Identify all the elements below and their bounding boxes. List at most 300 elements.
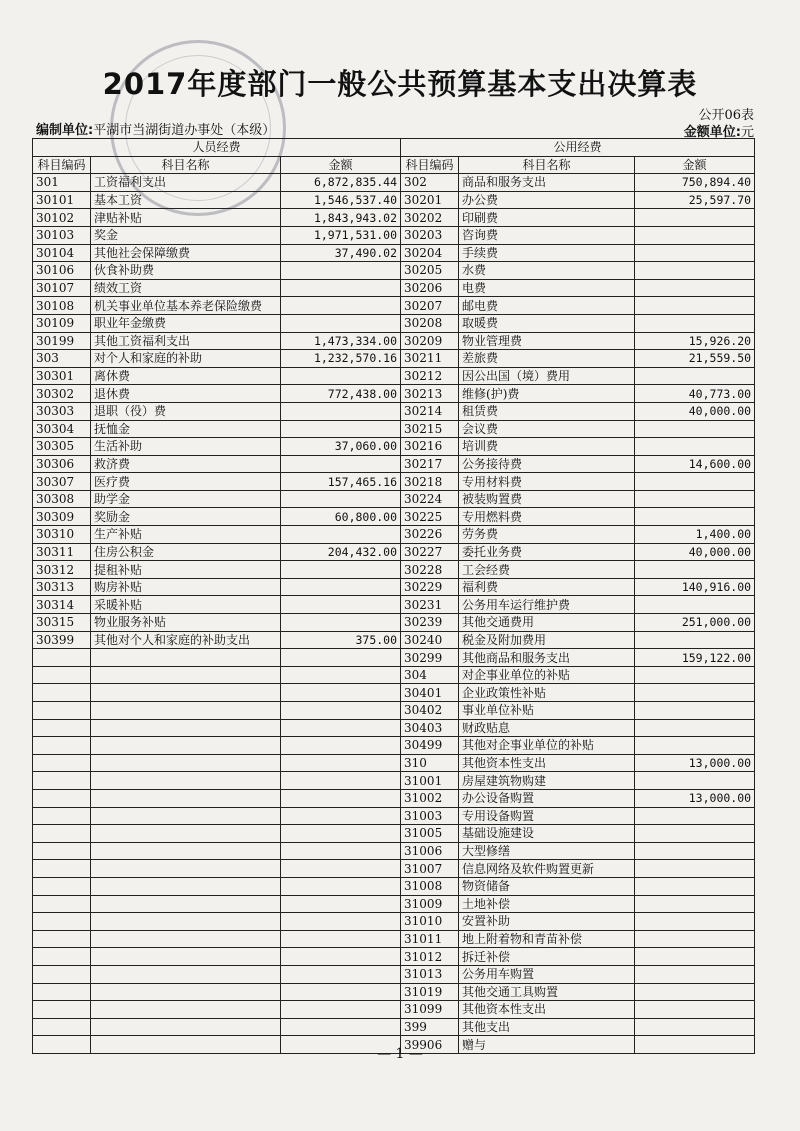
left-name-cell: 救济费 (91, 455, 281, 473)
right-code-cell: 30226 (401, 526, 459, 544)
right-name-cell: 商品和服务支出 (459, 174, 635, 192)
table-row (33, 226, 755, 244)
left-code-cell (33, 948, 91, 966)
left-amount-cell (281, 719, 401, 737)
right-name-cell: 租赁费 (459, 402, 635, 420)
right-name-cell: 赠与 (459, 1036, 635, 1054)
table-row (33, 350, 755, 368)
left-code-cell: 30102 (33, 209, 91, 227)
left-name-cell: 生活补助 (91, 438, 281, 456)
right-amount-cell: 251,000.00 (635, 614, 755, 632)
left-code-cell: 30104 (33, 244, 91, 262)
left-amount-cell: 375.00 (281, 631, 401, 649)
left-amount-cell: 37,060.00 (281, 438, 401, 456)
left-code-cell: 301 (33, 174, 91, 192)
left-amount-cell: 772,438.00 (281, 385, 401, 403)
left-code-cell (33, 702, 91, 720)
right-name-cell: 对企事业单位的补贴 (459, 666, 635, 684)
right-code-cell: 31010 (401, 913, 459, 931)
left-amount-cell (281, 314, 401, 332)
right-amount-cell (635, 895, 755, 913)
right-code-cell: 30211 (401, 350, 459, 368)
table-row (33, 860, 755, 878)
table-row (33, 913, 755, 931)
right-name-cell: 财政贴息 (459, 719, 635, 737)
left-name-cell: 绩效工资 (91, 279, 281, 297)
right-amount-cell (635, 877, 755, 895)
right-code-cell: 30205 (401, 262, 459, 280)
table-row (33, 174, 755, 192)
left-code-cell (33, 666, 91, 684)
left-amount-cell (281, 860, 401, 878)
table-row (33, 825, 755, 843)
right-name-cell: 税金及附加费用 (459, 631, 635, 649)
left-amount-cell (281, 930, 401, 948)
left-code-cell: 30399 (33, 631, 91, 649)
right-code-cell: 30215 (401, 420, 459, 438)
left-amount-cell: 1,843,943.02 (281, 209, 401, 227)
right-amount-cell (635, 702, 755, 720)
left-name-cell (91, 877, 281, 895)
left-amount-cell (281, 666, 401, 684)
left-amount-header: 金额 (281, 156, 401, 174)
table-row (33, 438, 755, 456)
table-row (33, 842, 755, 860)
left-amount-cell (281, 420, 401, 438)
right-amount-cell (635, 490, 755, 508)
right-amount-cell: 13,000.00 (635, 789, 755, 807)
right-amount-cell: 1,400.00 (635, 526, 755, 544)
left-code-cell: 30301 (33, 367, 91, 385)
right-code-cell: 30227 (401, 543, 459, 561)
right-name-cell: 咨询费 (459, 226, 635, 244)
left-amount-cell (281, 297, 401, 315)
expenditure-table (32, 138, 755, 1054)
right-code-cell: 31002 (401, 789, 459, 807)
left-code-cell: 30109 (33, 314, 91, 332)
right-code-cell: 31019 (401, 983, 459, 1001)
table-row (33, 262, 755, 280)
left-amount-cell: 1,232,570.16 (281, 350, 401, 368)
left-code-cell (33, 930, 91, 948)
left-code-cell: 30312 (33, 561, 91, 579)
table-row (33, 490, 755, 508)
right-amount-cell (635, 279, 755, 297)
right-code-cell: 31001 (401, 772, 459, 790)
table-row (33, 332, 755, 350)
right-name-cell: 其他支出 (459, 1018, 635, 1036)
right-name-cell: 房屋建筑物购建 (459, 772, 635, 790)
right-name-cell: 事业单位补贴 (459, 702, 635, 720)
right-code-cell: 31012 (401, 948, 459, 966)
public-header: 公用经费 (401, 139, 755, 157)
left-name-cell (91, 789, 281, 807)
left-amount-cell: 1,546,537.40 (281, 191, 401, 209)
left-name-cell (91, 737, 281, 755)
right-code-cell: 30212 (401, 367, 459, 385)
left-amount-cell (281, 983, 401, 1001)
right-name-cell: 地上附着物和青苗补偿 (459, 930, 635, 948)
left-name-cell: 医疗费 (91, 473, 281, 491)
right-code-cell: 30202 (401, 209, 459, 227)
left-amount-cell: 1,971,531.00 (281, 226, 401, 244)
right-name-cell: 专用材料费 (459, 473, 635, 491)
left-code-cell (33, 983, 91, 1001)
left-code-cell: 30305 (33, 438, 91, 456)
left-name-cell: 伙食补助费 (91, 262, 281, 280)
left-code-cell (33, 1001, 91, 1019)
right-amount-cell (635, 913, 755, 931)
left-amount-cell (281, 1018, 401, 1036)
right-amount-cell (635, 209, 755, 227)
left-amount-cell (281, 913, 401, 931)
table-row (33, 737, 755, 755)
left-code-cell: 30302 (33, 385, 91, 403)
right-name-cell: 被装购置费 (459, 490, 635, 508)
left-name-cell (91, 772, 281, 790)
right-amount-header: 金额 (635, 156, 755, 174)
unit-value: 元 (740, 125, 754, 140)
left-name-cell: 物业服务补贴 (91, 614, 281, 632)
right-name-cell: 其他对企事业单位的补贴 (459, 737, 635, 755)
left-name-cell: 基本工资 (91, 191, 281, 209)
right-code-cell: 310 (401, 754, 459, 772)
right-name-cell: 物资储备 (459, 877, 635, 895)
table-row (33, 209, 755, 227)
left-amount-cell (281, 526, 401, 544)
right-amount-cell (635, 825, 755, 843)
left-amount-cell (281, 614, 401, 632)
right-amount-cell (635, 631, 755, 649)
table-row (33, 385, 755, 403)
right-code-cell: 30216 (401, 438, 459, 456)
right-amount-cell (635, 666, 755, 684)
table-row (33, 596, 755, 614)
left-amount-cell (281, 262, 401, 280)
table-row (33, 965, 755, 983)
left-name-cell (91, 1001, 281, 1019)
left-name-cell: 离休费 (91, 367, 281, 385)
right-amount-cell: 140,916.00 (635, 578, 755, 596)
left-amount-cell: 157,465.16 (281, 473, 401, 491)
right-amount-cell (635, 772, 755, 790)
table-row (33, 649, 755, 667)
left-amount-cell (281, 684, 401, 702)
table-row (33, 614, 755, 632)
table-row (33, 930, 755, 948)
right-code-cell: 30214 (401, 402, 459, 420)
right-amount-cell: 40,000.00 (635, 543, 755, 561)
right-amount-cell (635, 1001, 755, 1019)
right-code-cell: 30206 (401, 279, 459, 297)
left-amount-cell (281, 754, 401, 772)
right-code-cell: 30402 (401, 702, 459, 720)
left-amount-cell (281, 825, 401, 843)
right-code-cell: 39906 (401, 1036, 459, 1054)
right-name-cell: 专用燃料费 (459, 508, 635, 526)
left-code-cell: 30313 (33, 578, 91, 596)
left-name-cell: 抚恤金 (91, 420, 281, 438)
left-name-cell: 退休费 (91, 385, 281, 403)
table-row (33, 702, 755, 720)
left-amount-cell (281, 965, 401, 983)
left-code-cell (33, 825, 91, 843)
right-code-cell: 30201 (401, 191, 459, 209)
table-row (33, 297, 755, 315)
right-amount-cell (635, 420, 755, 438)
right-amount-cell: 40,000.00 (635, 402, 755, 420)
form-code: 公开06表 (698, 108, 754, 123)
table-row (33, 666, 755, 684)
group-header-row (33, 139, 755, 157)
left-code-cell (33, 789, 91, 807)
right-name-cell: 办公费 (459, 191, 635, 209)
left-amount-cell (281, 789, 401, 807)
right-name-cell: 公务用车购置 (459, 965, 635, 983)
left-code-cell (33, 895, 91, 913)
table-row (33, 543, 755, 561)
right-amount-cell (635, 297, 755, 315)
right-amount-cell (635, 1018, 755, 1036)
left-amount-cell (281, 842, 401, 860)
right-amount-cell: 40,773.00 (635, 385, 755, 403)
table-row (33, 508, 755, 526)
left-amount-cell: 60,800.00 (281, 508, 401, 526)
right-name-cell: 公务用车运行维护费 (459, 596, 635, 614)
right-name-cell: 维修(护)费 (459, 385, 635, 403)
right-name-cell: 电费 (459, 279, 635, 297)
right-amount-cell (635, 948, 755, 966)
left-name-cell: 其他工资福利支出 (91, 332, 281, 350)
right-amount-cell: 159,122.00 (635, 649, 755, 667)
page-title: 2017年度部门一般公共预算基本支出决算表 (102, 67, 698, 101)
left-amount-cell: 37,490.02 (281, 244, 401, 262)
left-name-cell (91, 860, 281, 878)
right-amount-cell (635, 314, 755, 332)
left-code-cell: 30304 (33, 420, 91, 438)
table-row (33, 948, 755, 966)
right-name-cell: 劳务费 (459, 526, 635, 544)
left-code-cell (33, 649, 91, 667)
table-row (33, 244, 755, 262)
left-amount-cell (281, 490, 401, 508)
left-code-cell: 30107 (33, 279, 91, 297)
left-code-cell (33, 1018, 91, 1036)
left-name-cell: 职业年金缴费 (91, 314, 281, 332)
right-code-cell: 30403 (401, 719, 459, 737)
right-code-cell: 30224 (401, 490, 459, 508)
left-name-cell: 生产补贴 (91, 526, 281, 544)
org-label: 编制单位: (36, 123, 94, 138)
unit-label: 金额单位: (683, 125, 741, 140)
right-amount-cell (635, 508, 755, 526)
right-name-cell: 安置补助 (459, 913, 635, 931)
left-name-cell (91, 666, 281, 684)
right-name-cell: 其他交通工具购置 (459, 983, 635, 1001)
left-amount-cell (281, 895, 401, 913)
left-name-cell (91, 930, 281, 948)
left-name-cell: 购房补贴 (91, 578, 281, 596)
right-amount-cell (635, 367, 755, 385)
left-amount-cell (281, 772, 401, 790)
table-body (33, 174, 755, 1054)
table-row (33, 402, 755, 420)
right-amount-cell (635, 596, 755, 614)
table-row (33, 719, 755, 737)
right-name-cell: 土地补偿 (459, 895, 635, 913)
personnel-header: 人员经费 (33, 139, 401, 157)
right-name-cell: 公务接待费 (459, 455, 635, 473)
left-name-cell: 奖励金 (91, 508, 281, 526)
left-amount-cell (281, 578, 401, 596)
table-row (33, 877, 755, 895)
table-row (33, 1001, 755, 1019)
table-row (33, 754, 755, 772)
right-amount-cell (635, 930, 755, 948)
right-name-cell: 因公出国（境）费用 (459, 367, 635, 385)
table-row (33, 279, 755, 297)
table-row (33, 191, 755, 209)
right-name-cell: 信息网络及软件购置更新 (459, 860, 635, 878)
left-name-cell (91, 842, 281, 860)
left-code-cell (33, 877, 91, 895)
left-name-cell: 津贴补贴 (91, 209, 281, 227)
left-code-cell (33, 719, 91, 737)
right-code-cell: 304 (401, 666, 459, 684)
left-amount-cell (281, 561, 401, 579)
right-name-cell: 邮电费 (459, 297, 635, 315)
left-code-cell: 30106 (33, 262, 91, 280)
left-code-cell (33, 842, 91, 860)
right-name-cell: 大型修缮 (459, 842, 635, 860)
right-code-cell: 30204 (401, 244, 459, 262)
right-code-cell: 30209 (401, 332, 459, 350)
left-name-cell (91, 825, 281, 843)
right-name-header: 科目名称 (459, 156, 635, 174)
right-name-cell: 委托业务费 (459, 543, 635, 561)
left-name-cell: 其他社会保障缴费 (91, 244, 281, 262)
left-code-cell: 30307 (33, 473, 91, 491)
left-code-header: 科目编码 (33, 156, 91, 174)
right-amount-cell (635, 226, 755, 244)
table-row (33, 983, 755, 1001)
right-name-cell: 培训费 (459, 438, 635, 456)
left-name-cell (91, 754, 281, 772)
left-amount-cell (281, 596, 401, 614)
right-code-cell: 30228 (401, 561, 459, 579)
right-name-cell: 水费 (459, 262, 635, 280)
right-amount-cell (635, 983, 755, 1001)
right-name-cell: 专用设备购置 (459, 807, 635, 825)
right-name-cell: 会议费 (459, 420, 635, 438)
left-code-cell: 30199 (33, 332, 91, 350)
table-row (33, 772, 755, 790)
left-amount-cell (281, 807, 401, 825)
right-code-cell: 30225 (401, 508, 459, 526)
right-amount-cell (635, 684, 755, 702)
left-code-cell (33, 772, 91, 790)
right-name-cell: 印刷费 (459, 209, 635, 227)
right-name-cell: 手续费 (459, 244, 635, 262)
left-code-cell (33, 860, 91, 878)
left-name-cell: 其他对个人和家庭的补助支出 (91, 631, 281, 649)
right-code-cell: 30229 (401, 578, 459, 596)
right-name-cell: 拆迁补偿 (459, 948, 635, 966)
right-code-cell: 31013 (401, 965, 459, 983)
table-row (33, 1018, 755, 1036)
right-name-cell: 其他商品和服务支出 (459, 649, 635, 667)
left-code-cell: 30314 (33, 596, 91, 614)
right-code-cell: 30217 (401, 455, 459, 473)
right-name-cell: 其他资本性支出 (459, 1001, 635, 1019)
left-code-cell (33, 737, 91, 755)
page-number: — 1 — (377, 1046, 423, 1062)
right-amount-cell (635, 965, 755, 983)
right-name-cell: 基础设施建设 (459, 825, 635, 843)
table-row (33, 473, 755, 491)
table-row (33, 455, 755, 473)
right-code-cell: 31099 (401, 1001, 459, 1019)
left-code-cell: 30315 (33, 614, 91, 632)
right-code-cell: 30499 (401, 737, 459, 755)
right-amount-cell (635, 244, 755, 262)
right-amount-cell: 14,600.00 (635, 455, 755, 473)
left-code-cell (33, 754, 91, 772)
right-code-cell: 31009 (401, 895, 459, 913)
left-amount-cell (281, 948, 401, 966)
left-name-cell: 退职（役）费 (91, 402, 281, 420)
right-amount-cell (635, 719, 755, 737)
left-amount-cell (281, 455, 401, 473)
right-amount-cell: 21,559.50 (635, 350, 755, 368)
left-code-cell: 30311 (33, 543, 91, 561)
left-code-cell: 30303 (33, 402, 91, 420)
right-name-cell: 办公设备购置 (459, 789, 635, 807)
right-code-cell: 31011 (401, 930, 459, 948)
column-header-row (33, 156, 755, 174)
left-code-cell (33, 965, 91, 983)
right-code-cell: 30208 (401, 314, 459, 332)
right-name-cell: 其他资本性支出 (459, 754, 635, 772)
table-row (33, 895, 755, 913)
right-name-cell: 物业管理费 (459, 332, 635, 350)
left-amount-cell: 1,473,334.00 (281, 332, 401, 350)
right-name-cell: 取暖费 (459, 314, 635, 332)
left-name-cell: 住房公积金 (91, 543, 281, 561)
left-amount-cell (281, 737, 401, 755)
left-amount-cell (281, 367, 401, 385)
right-code-cell: 30299 (401, 649, 459, 667)
left-name-cell: 对个人和家庭的补助 (91, 350, 281, 368)
org-line (36, 119, 275, 138)
table-row (33, 807, 755, 825)
right-code-cell: 31007 (401, 860, 459, 878)
right-code-cell: 31008 (401, 877, 459, 895)
left-name-cell: 工资福利支出 (91, 174, 281, 192)
left-code-cell: 30308 (33, 490, 91, 508)
left-name-cell (91, 913, 281, 931)
table-row (33, 526, 755, 544)
right-name-cell: 差旅费 (459, 350, 635, 368)
right-code-cell: 399 (401, 1018, 459, 1036)
left-name-cell (91, 719, 281, 737)
left-amount-cell (281, 877, 401, 895)
right-code-cell: 30231 (401, 596, 459, 614)
left-code-cell: 30310 (33, 526, 91, 544)
left-name-cell (91, 702, 281, 720)
left-code-cell: 30108 (33, 297, 91, 315)
right-name-cell: 工会经费 (459, 561, 635, 579)
